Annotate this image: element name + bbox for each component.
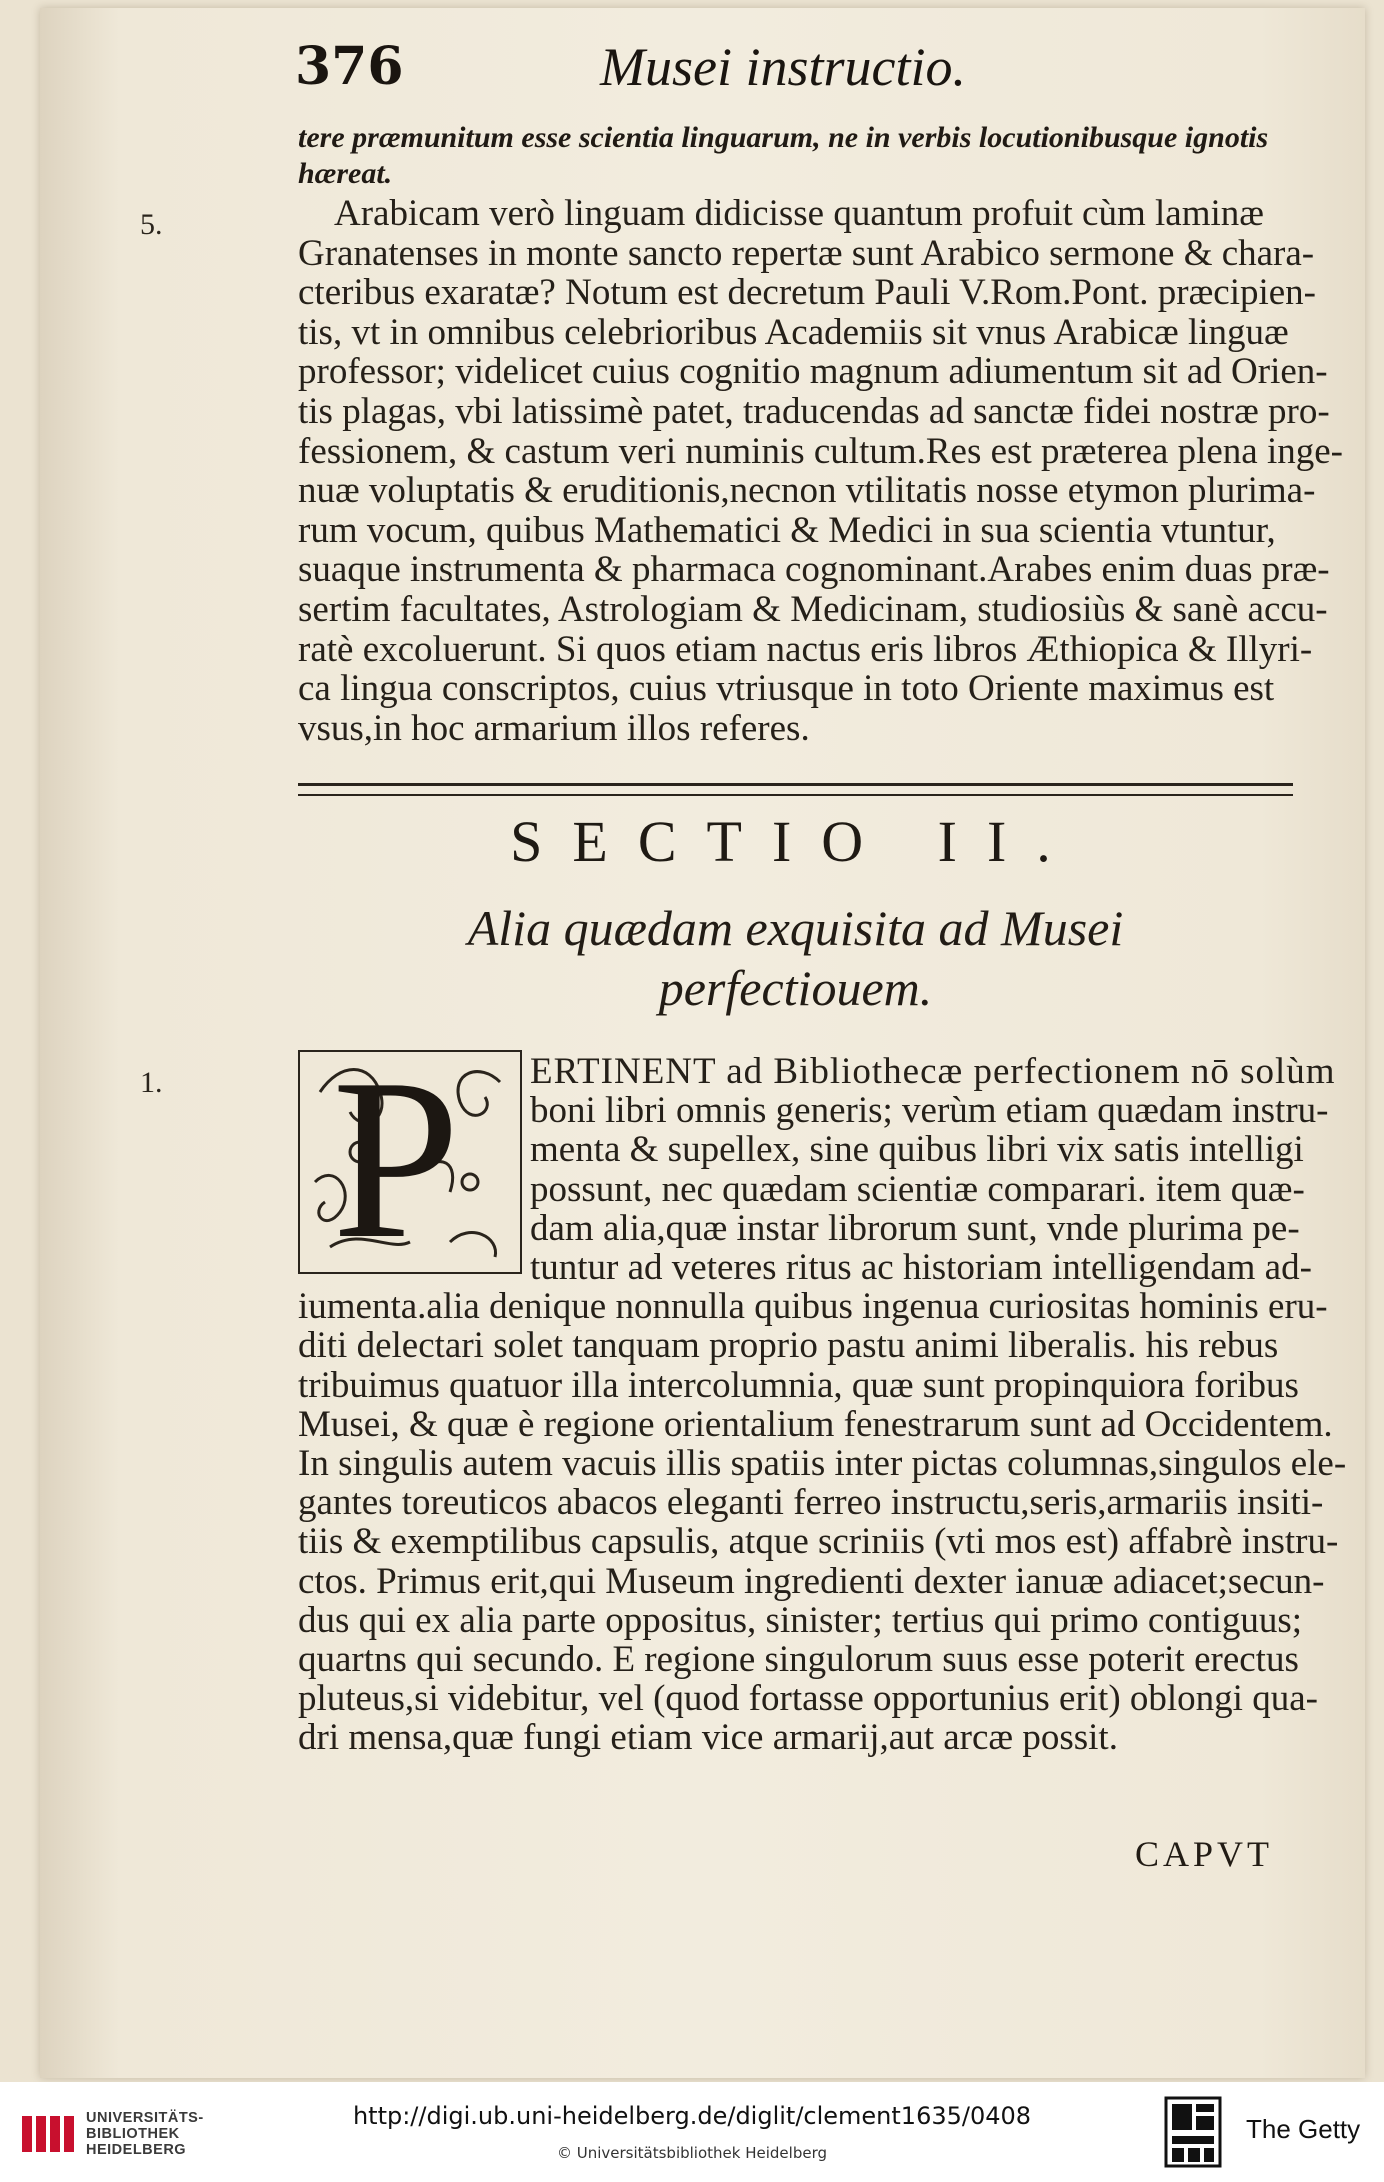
text-line: pluteus,si videbitur, vel (quod fortasse opportunius erit) oblongi qua- bbox=[298, 1678, 1318, 1720]
text-line: gantes toreuticos abacos eleganti ferreo instructu,seris,armariis insiti- bbox=[298, 1482, 1324, 1524]
text-line: Granatenses in monte sancto repertæ sunt Arabico sermone & chara- bbox=[298, 232, 1315, 274]
text-line: tis plagas, vbi latissimè patet, traducendas ad sanctæ fidei nostræ pro- bbox=[298, 390, 1330, 432]
text-line: quartns qui secundo. E regione singulorum suus esse poterit erectus bbox=[298, 1639, 1299, 1681]
text-line: boni libri omnis generis; verùm etiam quædam instru- bbox=[530, 1090, 1329, 1132]
subtitle-line: Alia quædam exquisita ad Musei bbox=[467, 900, 1124, 956]
text-line: professor; videlicet cuius cognitio magnum adiumentum sit ad Orien- bbox=[298, 351, 1328, 393]
text-line: tuntur ad veteres ritus ac historiam intelligendam ad- bbox=[530, 1247, 1312, 1289]
text-line: ctos. Primus erit,qui Museum ingredienti dexter ianuæ adiacet;secun- bbox=[298, 1560, 1325, 1602]
margin-note: 5. bbox=[140, 208, 163, 241]
text-line: tis, vt in omnibus celebrioribus Academiis sit vnus Arabicæ linguæ bbox=[298, 311, 1289, 353]
library-name-line: UNIVERSITÄTS- bbox=[86, 2110, 204, 2126]
divider-rule bbox=[298, 783, 1293, 796]
text-line: dus qui ex alia parte oppositus, sinister; tertius qui primo contiguus; bbox=[298, 1599, 1303, 1641]
paragraph-instruments bbox=[298, 1051, 1347, 1759]
text-line: ERTINENT ad Bibliothecæ perfectionem nō solùm bbox=[530, 1051, 1336, 1092]
running-title: Musei instructio. bbox=[600, 37, 966, 97]
text-line: In singulis autem vacuis illis spatiis inter pictas columnas,singulos ele- bbox=[298, 1443, 1347, 1485]
text-line: Arabicam verò linguam didicisse quantum profuit cùm laminæ bbox=[334, 193, 1264, 234]
permalink-url[interactable]: http://digi.ub.uni-heidelberg.de/diglit/clement1635/0408 bbox=[352, 2102, 1032, 2130]
getty-logo-icon bbox=[1164, 2096, 1222, 2168]
text-line: menta & supellex, sine quibus libri vix satis intelligi bbox=[530, 1129, 1304, 1171]
text-line: vsus,in hoc armarium illos referes. bbox=[298, 707, 810, 749]
text-line: fessionem, & castum veri numinis cultum.Res est præterea plena inge- bbox=[298, 430, 1343, 472]
subtitle-line: perfectiouem. bbox=[658, 960, 933, 1016]
text-line: tribuimus quatuor illa intercolumnia, quæ sunt propinquiora foribus bbox=[298, 1364, 1299, 1406]
text-line: dam alia,quæ instar librorum sunt, vnde plurima pe- bbox=[530, 1207, 1300, 1249]
text-line: nuæ voluptatis & eruditionis,necnon vtilitatis nosse etymon plurima- bbox=[298, 470, 1316, 512]
getty-name: The Getty bbox=[1246, 2114, 1361, 2144]
text-line: iumenta.alia denique nonnulla quibus ingenua curiositas hominis eru- bbox=[298, 1286, 1328, 1328]
margin-note: 1. bbox=[140, 1066, 163, 1099]
text-line: diti delectari solet tanquam proprio pastu animi liberalis. his rebus bbox=[298, 1325, 1279, 1367]
library-name-line: HEIDELBERG bbox=[86, 2142, 187, 2158]
page-number: 376 bbox=[295, 36, 404, 97]
text-line: ca lingua conscriptos, cuius vtriusque in toto Oriente maximus est bbox=[298, 668, 1275, 710]
library-name-line: BIBLIOTHEK bbox=[86, 2126, 180, 2142]
text-line: tere præmunitum esse scientia linguarum, ne in verbis locutionibusque ignotis bbox=[298, 121, 1269, 154]
text-line: possunt, nec quædam scientiæ comparari. item quæ- bbox=[530, 1168, 1305, 1210]
section-subtitle bbox=[298, 898, 1293, 1018]
text-line: tiis & exemptilibus capsulis, atque scriniis (vti mos est) affabrè instru- bbox=[298, 1521, 1339, 1563]
text-line: cteribus exaratæ? Notum est decretum Pauli V.Rom.Pont. præcipien- bbox=[298, 272, 1317, 314]
text-line: dri mensa,quæ fungi etiam vice armarij,aut arcæ possit. bbox=[298, 1717, 1118, 1759]
copyright-notice: © Universitätsbibliothek Heidelberg bbox=[556, 2144, 827, 2162]
text-line: hæreat. bbox=[298, 157, 393, 190]
text-line: sertim facultates, Astrologiam & Medicinam, studiosiùs & sanè accu- bbox=[298, 588, 1328, 630]
section-heading: SECTIO II. bbox=[510, 809, 1081, 874]
paragraph-arabic bbox=[298, 193, 1343, 749]
text-line: Musei, & quæ è regione orientalium fenestrarum sunt ad Occidentem. bbox=[298, 1403, 1333, 1445]
text-line: ratè excoluerunt. Si quos etiam nactus eris libros Æthiopica & Illyri- bbox=[298, 628, 1313, 670]
text-line: suaque instrumenta & pharmaca cognominant.Arabes enim duas præ- bbox=[298, 549, 1330, 591]
text-line: rum vocum, quibus Mathematici & Medici in sua scientia vtuntur, bbox=[298, 509, 1276, 551]
dropcap-letter: P bbox=[332, 1031, 460, 1286]
book-page bbox=[40, 8, 1365, 2078]
footer-bar bbox=[0, 2082, 1384, 2182]
catchword: CAPVT bbox=[1135, 1834, 1274, 1874]
continuation-text bbox=[298, 120, 1293, 192]
